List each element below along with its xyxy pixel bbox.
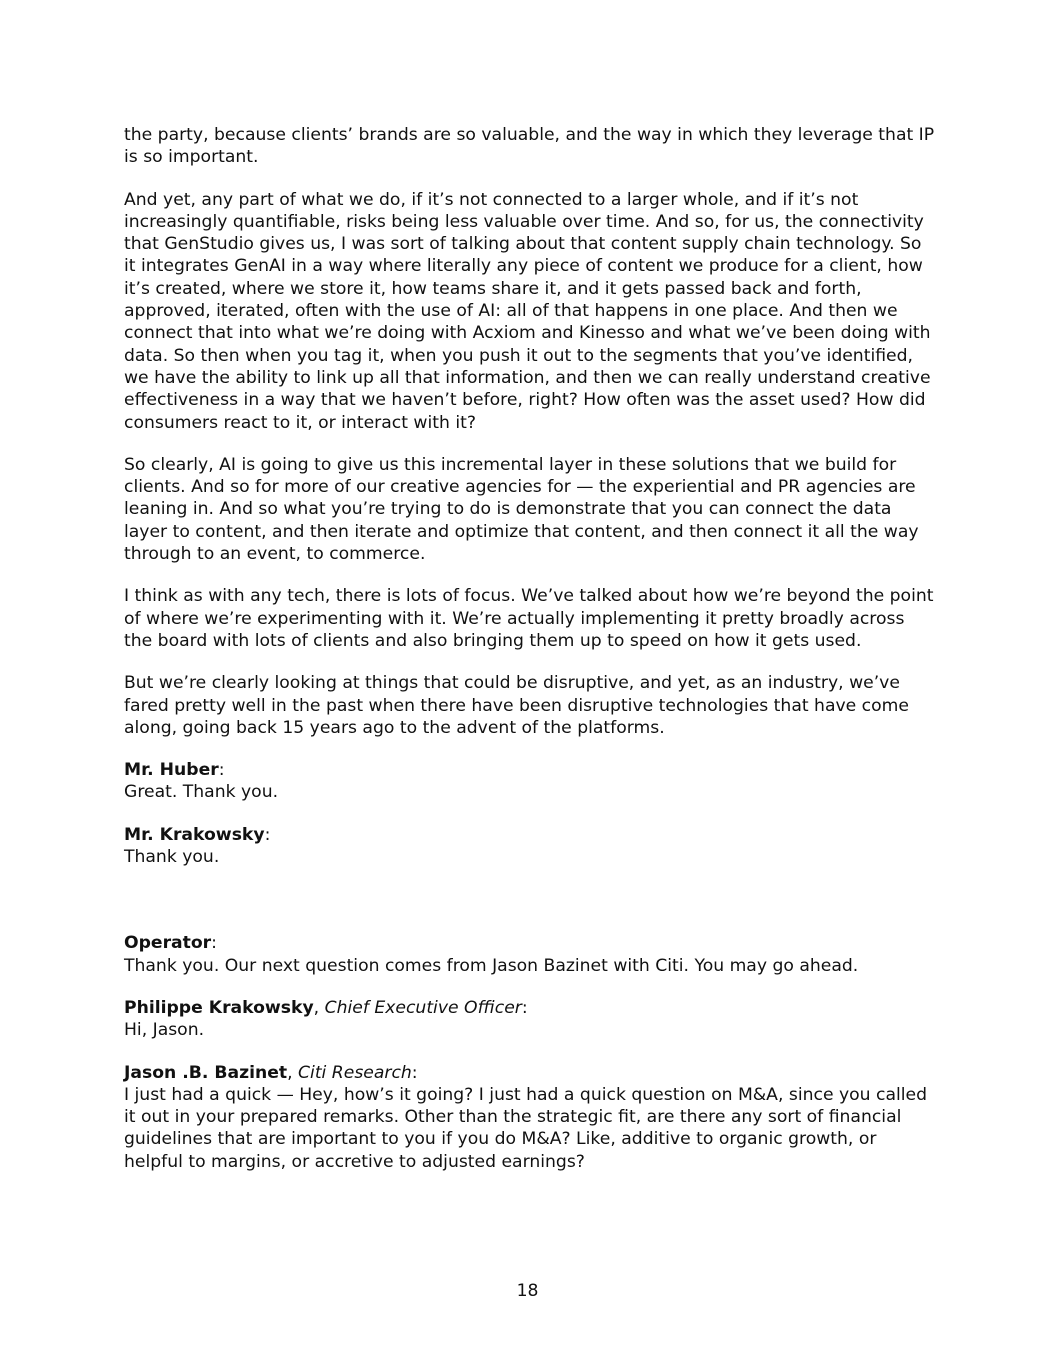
paragraph-3: So clearly, AI is going to give us this incremental layer in these solutions that we build for clients. And so for more of our creative agencies for — the experiential and PR agencies are leaning in. And so what you’re trying to do is demonstrate that you can connect the data layer to content, and then iterate and optimize that content, and then connect it all the way through to an event, to commerce. [124, 454, 919, 565]
paragraph-5: But we’re clearly looking at things that could be disruptive, and yet, as an industry, we’ve fared pretty well in the past when there have been disruptive technologies that have come along, going back 15 years ago to the advent of the platforms. [124, 673, 909, 738]
speaker-title: Chief Executive Officer [324, 997, 522, 1018]
speaker-name: Philippe Krakowsky [124, 997, 314, 1018]
speaker-name: Mr. Huber [124, 760, 219, 781]
speaker-text: Thank you. Our next question comes from Jason Bazinet with Citi. You may go ahead. [124, 955, 859, 976]
paragraph-4: I think as with any tech, there is lots of focus. We’ve talked about how we’re beyond the point of where we’re experimenting with it. We’re actually implementing it pretty broadly across the board with lots of clients and also bringing them up to speed on how it gets used. [124, 586, 934, 651]
speaker-text: Hi, Jason. [124, 1020, 205, 1041]
exchange-huber: Mr. Huber: Great. Thank you. [124, 759, 936, 804]
exchange-philippe-krakowsky: Philippe Krakowsky, Chief Executive Officer: Hi, Jason. [124, 997, 936, 1042]
speaker-name: Jason .B. Bazinet [124, 1062, 288, 1083]
paragraph-2: And yet, any part of what we do, if it’s not connected to a larger whole, and if it’s not increasingly quantifiable, risks being less valuable over time. And so, for us, the connectivity that GenStudio gives us, I was sort of talking about that content supply chain technology. So it integrates GenAI in a way where literally any piece of content we produce for a client, how it’s created, where we store it, how teams share it, and it gets passed back and forth, approved, iterated, often with the use of AI: all of that happens in one place. And then we connect that into what we’re doing with Acxiom and Kinesso and what we’ve been doing with data. So then when you tag it, when you push it out to the segments that you’ve identified, we have the ability to link up all that information, and then we can really understand creative effectiveness in a way that we haven’t before, right? How often was the asset used? How did consumers react to it, or interact with it? [124, 189, 931, 433]
page-number: 18 [516, 1281, 539, 1301]
paragraph-1: the party, because clients’ brands are so valuable, and the way in which they leverage that IP is so important. [124, 125, 935, 168]
exchange-jason-bazinet: Jason .B. Bazinet, Citi Research: I just had a quick — Hey, how’s it going? I just had a quick question on M&A, since you called it out in your prepared remarks. Other than the strategic fit, are there any sort of financial guidelines that are important to you if you do M&A? Like, additive to organic growth, or helpful to margins, or accretive to adjusted earnings? [124, 1062, 936, 1173]
section-gap [124, 888, 936, 932]
speaker-text: I just had a quick — Hey, how’s it going? I just had a quick question on M&A, since you called it out in your prepared remarks. Other than the strategic fit, are there any sort of financial guidelines that are important to you if you do M&A? Like, additive to organic growth, or helpful to margins, or accretive to adjusted earnings? [124, 1084, 928, 1172]
exchange-krakowsky: Mr. Krakowsky: Thank you. [124, 824, 936, 869]
speaker-text: Thank you. [124, 847, 220, 868]
speaker-name: Mr. Krakowsky [124, 824, 265, 845]
exchange-operator: Operator: Thank you. Our next question comes from Jason Bazinet with Citi. You may go ahead. [124, 932, 936, 977]
transcript-page [124, 124, 936, 1193]
speaker-text: Great. Thank you. [124, 782, 279, 803]
speaker-name: Operator [124, 933, 212, 954]
speaker-title: Citi Research [298, 1062, 412, 1083]
